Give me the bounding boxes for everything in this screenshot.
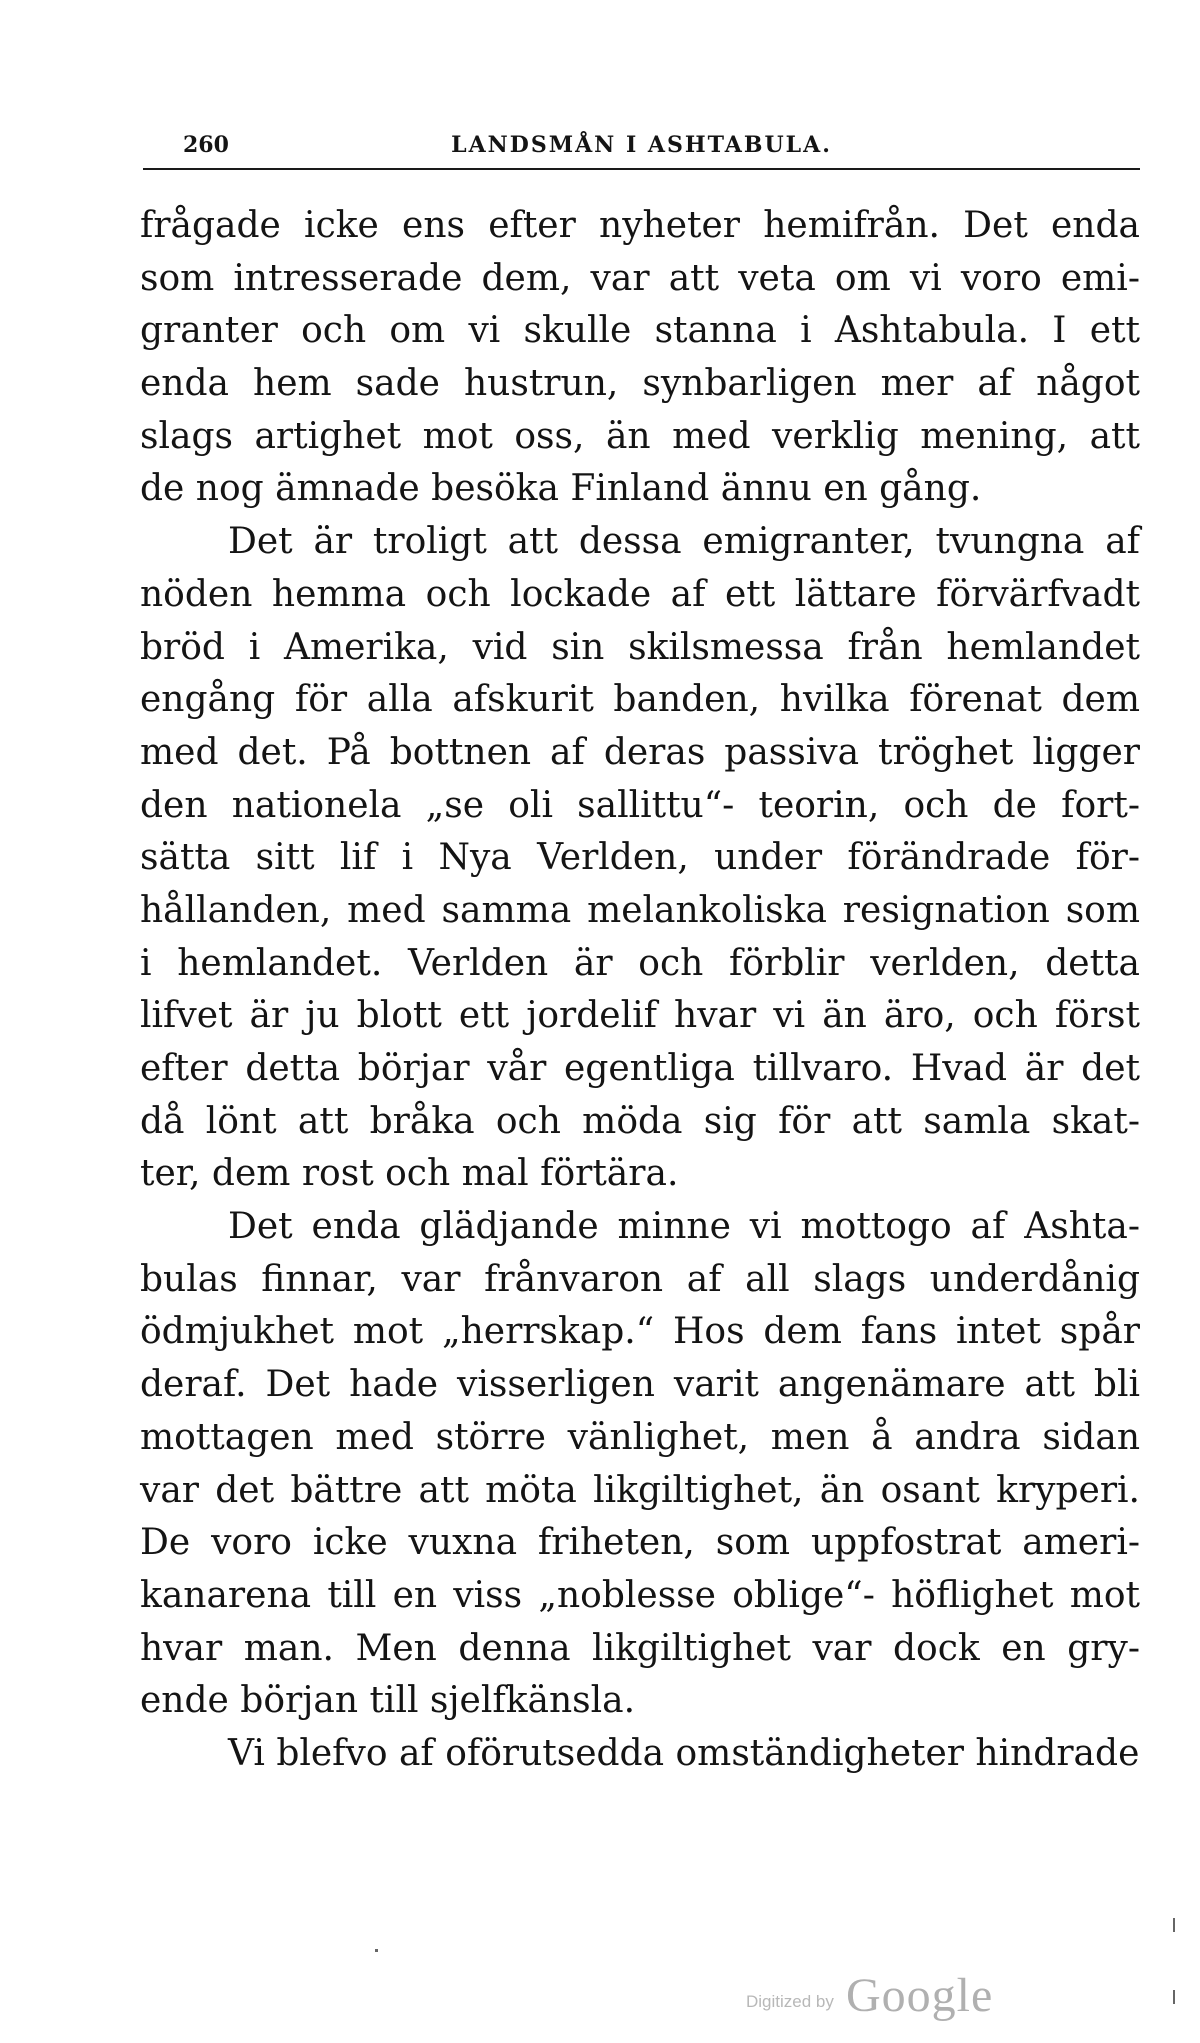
text-line: nöden hemma och lockade af ett lättare förvärfvadt bbox=[140, 573, 1140, 615]
text-line: ödmjukhet mot „herrskap.“ Hos dem fans intet spår bbox=[140, 1311, 1140, 1353]
text-line: Det är troligt att dessa emigranter, tvungna af bbox=[228, 521, 1140, 563]
text-line: hållanden, med samma melankoliska resignation som bbox=[140, 889, 1140, 931]
scan-speck bbox=[375, 1949, 378, 1952]
text-line: mottagen med större vänlighet, men å andra sidan bbox=[140, 1416, 1140, 1458]
text-line: engång för alla afskurit banden, hvilka förenat dem bbox=[140, 679, 1140, 721]
text-line: bröd i Amerika, vid sin skilsmessa från hemlandet bbox=[140, 626, 1140, 668]
scan-speck bbox=[1173, 1990, 1175, 2004]
text-line: sätta sitt lif i Nya Verlden, under förändrade för- bbox=[140, 837, 1140, 879]
text-line: bulas finnar, var frånvaron af all slags underdånig bbox=[140, 1258, 1140, 1300]
text-line: de nog ämnade besöka Finland ännu en gång. bbox=[140, 468, 982, 510]
header-rule bbox=[143, 168, 1140, 170]
running-title: LANDSMÅN I ASHTABULA. bbox=[451, 132, 832, 158]
text-line: då lönt att bråka och möda sig för att samla skat- bbox=[140, 1100, 1140, 1142]
google-logo: Google bbox=[846, 1969, 994, 2022]
text-line: Det enda glädjande minne vi mottogo af Ashta- bbox=[228, 1206, 1140, 1248]
text-line: efter detta börjar vår egentliga tillvaro. Hvad är det bbox=[140, 1048, 1140, 1089]
text-line: Vi blefvo af oförutsedda omständigheter hindrade bbox=[228, 1732, 1140, 1774]
text-line: ter, dem rost och mal förtära. bbox=[140, 1153, 679, 1195]
text-line: slags artighet mot oss, än med verklig mening, att bbox=[140, 415, 1140, 457]
text-line: enda hem sade hustrun, synbarligen mer af något bbox=[140, 363, 1140, 405]
text-line: frågade icke ens efter nyheter hemifrån. Det enda bbox=[140, 205, 1140, 246]
text-line: som intresserade dem, var att veta om vi voro emi- bbox=[140, 257, 1140, 299]
text-line: granter och om vi skulle stanna i Ashtabula. I ett bbox=[140, 310, 1140, 352]
text-line: hvar man. Men denna likgiltighet var dock en gry- bbox=[140, 1627, 1140, 1669]
page-header bbox=[143, 128, 1140, 168]
text-line: kanarena till en viss „noblesse oblige“- höflighet mot bbox=[140, 1574, 1140, 1616]
text-line: var det bättre att möta likgiltighet, än osant kryperi. bbox=[140, 1469, 1140, 1511]
text-line: ende början till sjelfkänsla. bbox=[140, 1680, 636, 1722]
text-line: lifvet är ju blott ett jordelif hvar vi än äro, och först bbox=[140, 995, 1140, 1037]
page-number: 260 bbox=[183, 132, 229, 158]
body-text bbox=[140, 200, 1140, 1781]
text-line: den nationela „se oli sallittu“- teorin, och de fort- bbox=[140, 784, 1140, 826]
text-line: De voro icke vuxna friheten, som uppfostrat ameri- bbox=[140, 1522, 1140, 1564]
text-line: med det. På bottnen af deras passiva tröghet ligger bbox=[140, 731, 1140, 773]
text-line: deraf. Det hade visserligen varit angenämare att bli bbox=[140, 1364, 1140, 1406]
scan-speck bbox=[1173, 1918, 1175, 1932]
text-line: i hemlandet. Verlden är och förblir verlden, detta bbox=[140, 942, 1140, 984]
digitized-label: Digitized by bbox=[746, 1992, 834, 2011]
